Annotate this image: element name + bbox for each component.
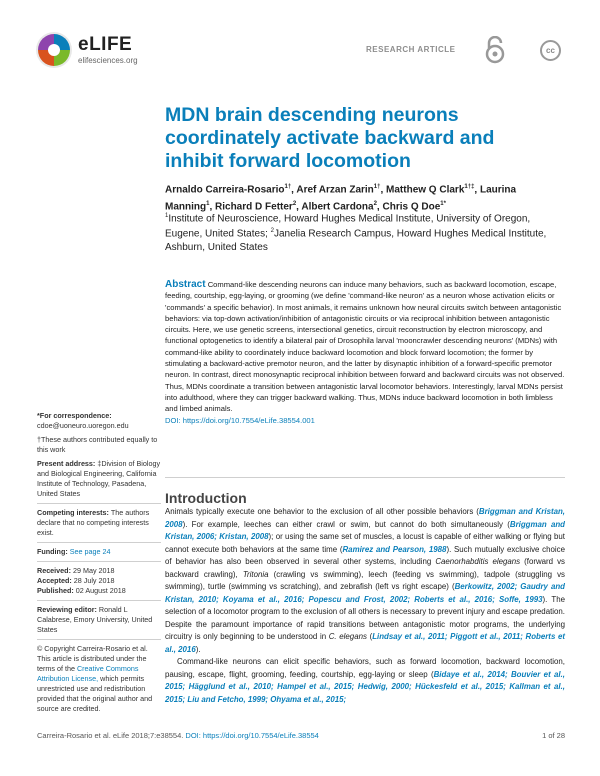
- author-affiliation-marker: 1†‡: [464, 184, 475, 190]
- copyright-text: © Copyright Carreira-Rosario et al. This article is distributed under the terms of the: [37, 644, 148, 673]
- author-affiliation-marker: 2: [292, 201, 297, 208]
- citation-link[interactable]: Lindsay et al., 2011; Piggott et al., 2011; Roberts et al., 2016: [165, 632, 565, 654]
- present-address-label: Present address:: [37, 459, 98, 468]
- correspondence-email[interactable]: cdoe@uoneuro.uoregon.edu: [37, 421, 129, 430]
- sidebar-divider: [37, 600, 161, 601]
- author-affiliation-marker: 1*: [440, 201, 446, 208]
- footer-doi-link[interactable]: DOI: https://doi.org/10.7554/eLife.38554: [185, 731, 319, 740]
- body-text: (: [366, 632, 373, 641]
- affiliation-marker: 1: [165, 213, 169, 219]
- affiliation-text: Janelia Research Campus, Howard Hughes Medical Institute, Ashburn, United States: [165, 228, 547, 253]
- received-label: Received:: [37, 566, 73, 575]
- citation-link[interactable]: Bidaye et al., 2014; Bouvier et al., 2015; Hägglund et al., 2010; Hampel et al., 2015; Hedwig, 2000; Hückesfeld et al., 2015; Kallman et al., 2015; Liu and Fetcho, 1999; Ohyama et al., 2015;: [165, 669, 565, 704]
- affiliation-marker: 2: [270, 228, 274, 235]
- body-text: ); or using the same set of muscles, a locust is capable of either walking or flying but cannot execute both behaviors at the same time (: [165, 532, 565, 554]
- body-text: ).: [195, 644, 201, 654]
- body-text: Command-like neurons can elicit specific behaviors, such as forward locomotion, backward locomotion, pausing, escape, flight, grooming, feeding, courtship, egg-laying or sleep (: [165, 657, 565, 679]
- author-name[interactable]: Arnaldo Carreira-Rosario: [165, 184, 285, 196]
- article-title: MDN brain descending neurons coordinately activate backward and inhibit forward locomotion: [165, 104, 495, 172]
- article-type-label: RESEARCH ARTICLE: [366, 45, 456, 54]
- abstract-text: Command-like descending neurons can induce many behaviors, such as backward locomotion, escape, feeding, courtship, egg-laying, or grooming (we define 'command-like neuron' as a neuron whose activation elicits or 'commands' a specific behavior). In most animals, it remains unknown how neural circuits switch between antagonistic behaviors: via top-down activation/inhibition of antagonistic circuits or via reciprocal inhibition between antagonistic circuits. Here, we use genetic screens, intersectional genetics, circuit reconstruction by electron microscopy, and functional optogenetics to identify a bilateral pair of Drosophila larval 'mooncrawler descending neurons' (MDNs) with command-like ability to coordinately induce backward locomotion and block forward locomotion; the former by stimulating a backward-active premotor neuron, and the latter by disynaptic inhibition of a forward-specific premotor neuron. In contrast, direct monosynaptic reciprocal inhibition between forward and backward circuits was not observed. Thus, MDNs coordinate a transition between antagonistic larval locomotor behaviors. Interestingly, larval MDNs persist into adulthood, where they can trigger backward walking. Thus, MDNs induce backward locomotion in both limbless and limbed animals.: [165, 280, 565, 414]
- funding-label: Funding:: [37, 547, 70, 556]
- logo-url[interactable]: elifesciences.org: [78, 56, 138, 65]
- abstract-doi-link[interactable]: DOI: https://doi.org/10.7554/eLife.38554.001: [165, 415, 315, 425]
- sidebar-divider: [37, 503, 161, 504]
- author-affiliation-marker: 1: [206, 201, 210, 208]
- body-text: Animals typically execute one behavior to the exclusion of all other possible behaviors (: [165, 507, 479, 516]
- published-date: 02 August 2018: [75, 586, 126, 595]
- author-affiliation-marker: 1†: [284, 184, 292, 190]
- open-access-icon: [484, 36, 506, 64]
- competing-interests-text: The authors declare that no competing interests exist.: [37, 508, 150, 537]
- affiliations: [165, 210, 565, 254]
- reviewing-editor-name: Ronald L Calabrese, Emory University, United States: [37, 605, 153, 634]
- abstract: [165, 279, 565, 426]
- author-affiliation-marker: 2: [373, 201, 377, 208]
- cc-license-link[interactable]: Creative Commons Attribution License,: [37, 664, 139, 683]
- author-name[interactable]: Chris Q Doe: [382, 201, 441, 213]
- author-list: Arnaldo Carreira-Rosario$^{1\dagger}$, Aref Arzan Zarin$^{1\dagger}$, Matthew Q Clark$^{1\dagger\ddagger}$, Laurina Manning$^1$, Richard D Fetter$^2$, Albert Cardona$^2$, Chris Q Doe$^{1*}$: [165, 184, 517, 213]
- creative-commons-icon: cc: [540, 40, 561, 61]
- abstract-heading: Abstract: [165, 279, 206, 290]
- equal-contribution-note: †These authors contributed equally to this work: [37, 435, 158, 454]
- author-name[interactable]: Laurina Manning: [165, 184, 517, 213]
- published-label: Published:: [37, 586, 76, 595]
- accepted-date: 28 July 2018: [73, 576, 115, 585]
- page-number: 1 of 28: [542, 731, 565, 740]
- body-text: ). The selection of a locomotor program to the exclusion of all others is necessary to prevent injury and escape predation. Despite the paramount importance of rapid transitions between antagonistic motor programs, the underlying circuitry is only beginning to be understood in: [165, 594, 565, 641]
- sidebar-divider: [37, 542, 161, 543]
- introduction-heading: Introduction: [165, 490, 247, 506]
- received-date: 29 May 2018: [72, 566, 115, 575]
- body-text: ). Such mutually exclusive choice of behavior has also been observed in several other systems, including: [165, 544, 565, 566]
- intro-paragraph-2: [165, 656, 565, 706]
- footer-citation: Carreira-Rosario et al. eLife 2018;7:e38554.: [37, 731, 186, 740]
- present-address-text: ‡Division of Biology and Biological Engineering, California Institute of Technology, Pasadena, United States: [37, 459, 161, 498]
- author-name[interactable]: Matthew Q Clark: [386, 184, 465, 196]
- author-name[interactable]: Richard D Fetter: [215, 201, 293, 213]
- reviewing-editor-label: Reviewing editor:: [37, 605, 99, 614]
- page-footer: [37, 731, 565, 740]
- citation-link[interactable]: Briggman and Kristan, 2008: [165, 507, 565, 529]
- body-text: ). For example, leeches can either crawl or swim, but cannot do both simultaneously (: [182, 519, 510, 529]
- species-name: Tritonia: [242, 569, 269, 579]
- elife-logo[interactable]: [34, 30, 154, 70]
- copyright-text-end: which permits unrestricted use and redistribution provided that the original author and source are credited.: [37, 674, 153, 713]
- sidebar-divider: [37, 639, 161, 640]
- citation-link[interactable]: Berkowitz, 2002; Gaudry and Kristan, 2010; Koyama et al., 2016; Popescu and Frost, 2002; Roberts et al., 2016; Soffe, 1993: [165, 582, 566, 604]
- elife-logo-mark-icon: [34, 30, 74, 70]
- correspondence-label: *For correspondence:: [37, 411, 112, 420]
- author-affiliation-marker: 1†: [373, 184, 381, 190]
- citation-link[interactable]: Ramirez and Pearson, 1988: [342, 544, 447, 554]
- affiliation-text: Institute of Neuroscience, Howard Hughes Medical Institute, University of Oregon, Eugene, United States;: [165, 213, 531, 240]
- species-name: C. elegans: [328, 632, 367, 641]
- citation-link[interactable]: Briggman and Kristan, 2006; Kristan, 2008: [165, 519, 565, 541]
- species-name: Caenorhabditis elegans: [435, 557, 521, 566]
- body-text: (forward vs backward crawling),: [165, 557, 565, 579]
- author-name[interactable]: Albert Cardona: [301, 201, 374, 213]
- article-sidebar: [37, 411, 162, 718]
- logo-name: eLIFE: [78, 34, 133, 55]
- author-name[interactable]: Aref Arzan Zarin: [296, 184, 374, 196]
- accepted-label: Accepted:: [37, 576, 74, 585]
- body-text: (crawling vs swimming), leech (feeding vs swimming), tadpole (struggling vs swimming), turtle (swimming vs scratching), and zebrafish (left vs right escape) (: [165, 569, 566, 591]
- sidebar-divider: [37, 561, 161, 562]
- section-divider: [165, 477, 565, 478]
- competing-interests-label: Competing interests:: [37, 508, 111, 517]
- intro-paragraph-1: [165, 506, 565, 656]
- funding-link[interactable]: See page 24: [69, 547, 111, 556]
- introduction-body: [165, 506, 565, 706]
